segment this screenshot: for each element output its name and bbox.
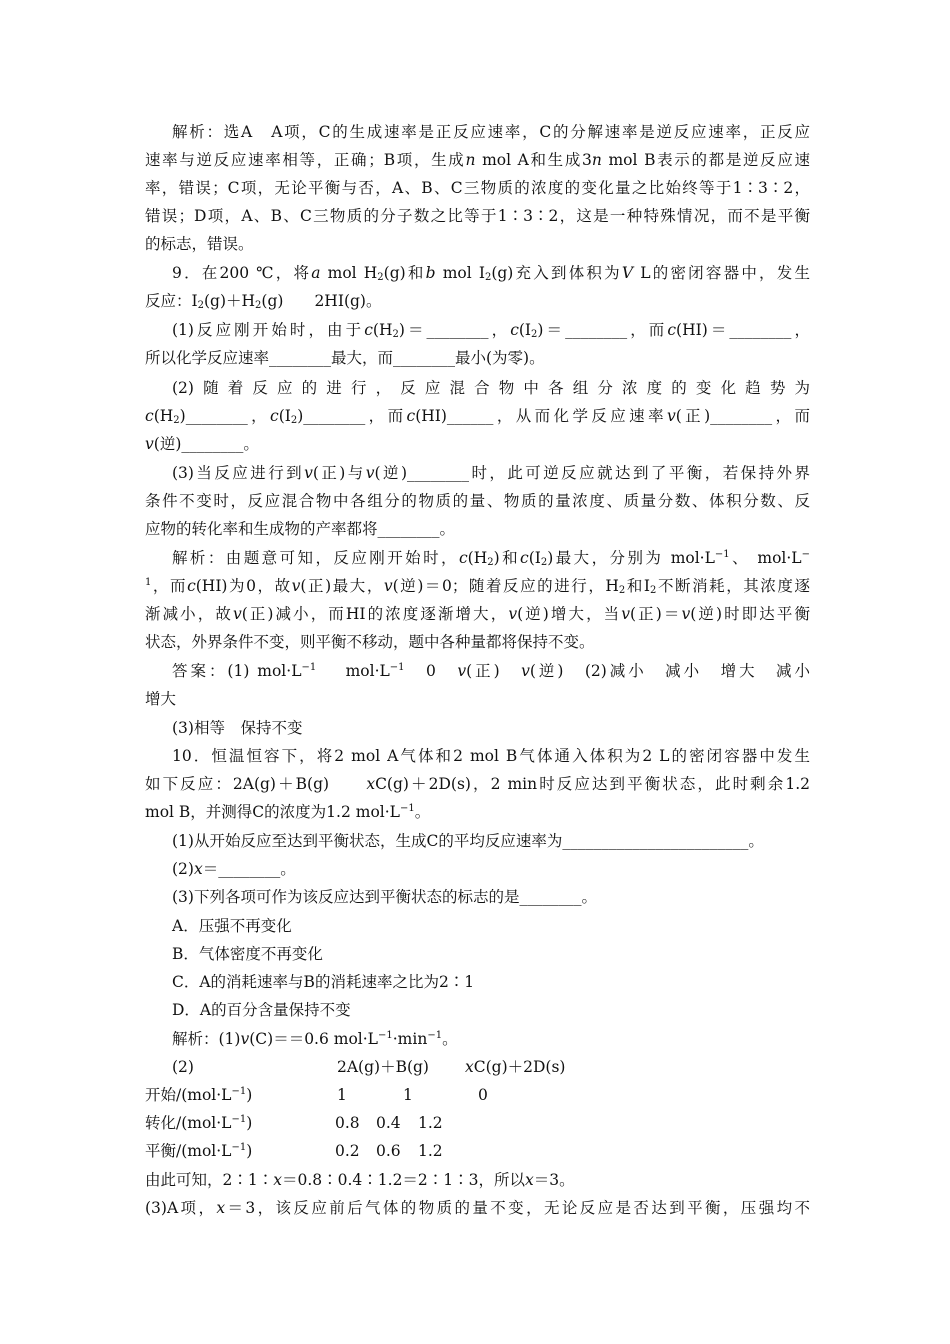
calc-table-row: 转化$/(mol\cdot L^{-1})$ 0.8 0.4 1.2	[145, 1114, 443, 1132]
question-9-part-3: 条件不变时，反应混合物中各组分的物质的量、物质的量浓度、质量分数、体积分数、反	[145, 492, 810, 510]
question-10-stem: 如下反应：2A(g)＋B(g) xC(g)＋2D(s)，2 min时反应达到平衡状态，此时剩余1.2	[145, 775, 810, 793]
calc-table-row: 平衡$/(mol\cdot L^{-1})$ 0.2 0.6 1.2	[145, 1142, 443, 1160]
option-c: C．A的消耗速率与B的消耗速率之比为2∶1	[172, 973, 475, 991]
question-10-stem: mol B，并测得C的浓度为1.2 $mol\cdot L^{-1}$。	[145, 803, 431, 821]
calc-table-header: (2) 2A(g)＋B(g) xC(g)＋2D(s)	[172, 1058, 566, 1076]
reaction-equation: 反应：$I_2(g)+H_2(g)$ 2HI(g)。	[145, 292, 382, 311]
calc-table-row: 开始$/(mol\cdot L^{-1})$ 1 1 0	[145, 1086, 488, 1104]
analysis-line: (3)A项，x＝3，该反应前后气体的物质的量不变，无论反应是否达到平衡，压强均不	[145, 1199, 810, 1217]
analysis-line: 率，错误；C项，无论平衡与否，A、B、C三物质的浓度的变化量之比始终等于1∶3∶2，	[145, 179, 810, 197]
question-9-analysis: $^1$，而c(HI)为0，故v(正)最大，v(逆)＝0；随着反应的进行，$H_2$和$I_2$不断消耗，其浓度逐	[145, 577, 810, 596]
question-10-stem: 10．恒温恒容下，将2 mol A气体和2 mol B气体通入体积为2 L的密闭容器中发生	[172, 747, 810, 765]
analysis-line: 解析：选A A项，C的生成速率是正反应速率，C的分解速率是逆反应速率，正反应	[172, 123, 810, 141]
question-9-answer: 答案：(1) $mol\cdot L^{-1}$ $mol\cdot L^{-1}$ 0 v(正) v(逆) (2)减小 减小 增大 减小	[172, 662, 810, 680]
option-d: D．A的百分含量保持不变	[172, 1001, 351, 1019]
option-b: B．气体密度不再变化	[172, 945, 323, 963]
question-9-answer: 增大	[145, 690, 177, 708]
question-9-analysis: 状态，外界条件不变，则平衡不移动，题中各种量都将保持不变。	[145, 633, 595, 651]
question-9-part-3: (3)当反应进行到v(正)与v(逆)________时，此可逆反应就达到了平衡，若保持外界	[172, 464, 810, 482]
question-9-stem: 9．在200 ℃，将a mol $H_2(g)$和b mol $I_2(g)$充入到体积为V L的密闭容器中，发生	[172, 264, 810, 283]
question-9-part-2: v(逆)________。	[145, 435, 259, 453]
question-9-part-1: 所以化学反应速率________最大，而________最小(为零)。	[145, 349, 545, 367]
question-10-part-2: (2)x＝________。	[172, 860, 296, 878]
analysis-line: 错误；D项，A、B、C三物质的分子数之比等于1∶3∶2，这是一种特殊情况，而不是平衡	[145, 207, 810, 225]
analysis-line: 的标志，错误。	[145, 235, 254, 253]
analysis-line: 速率与逆反应速率相等，正确；B项，生成n mol A和生成3n mol B表示的都是逆反应速	[145, 151, 811, 169]
question-9-analysis: 渐减小，故v(正)减小，而HI的浓度逐渐增大，v(逆)增大，当v(正)＝v(逆)时即达平衡	[145, 605, 810, 623]
question-9-part-2: $c(H_2)\_\_\_\_\_\_\_\_$，$c(I_2)\_\_\_\_\_\_\_\_$，而c(HI)______，从而化学反应速率v(正)________，而	[145, 407, 810, 426]
question-9-analysis: 解析：由题意可知，反应刚开始时，$c(H_2)$和$c(I_2)$最大，分别为 $mol\cdot L^{-1}$、 mol·L−	[172, 549, 810, 568]
question-10-part-3: (3)下列各项可作为该反应达到平衡状态的标志的是________。	[172, 888, 597, 906]
question-9-part-3: 应物的转化率和生成物的产率都将________。	[145, 520, 456, 538]
question-10-part-1: (1)从开始反应至达到平衡状态，生成C的平均反应速率为________________________。	[172, 832, 764, 850]
question-9-part-2: (2)随着反应的进行，反应混合物中各组分浓度的变化趋势为	[172, 379, 810, 397]
question-9-part-1: (1)反应刚开始时，由于$c(H_2)=\_\_\_\_\_\_\_\_$，$c(I_2)=\_\_\_\_\_\_\_\_$，而c(HI)＝________，	[172, 321, 810, 340]
question-9-answer: (3)相等 保持不变	[172, 719, 303, 737]
option-a: A．压强不再变化	[172, 917, 292, 935]
conclusion-line: 由此可知，2∶1∶x＝0.8∶0.4∶1.2＝2∶1∶3，所以x＝3。	[145, 1171, 575, 1189]
question-10-analysis: 解析：(1)v(C)＝＝0.6 $mol\cdot L^{-1}\cdot\min^{-1}$。	[172, 1030, 458, 1048]
